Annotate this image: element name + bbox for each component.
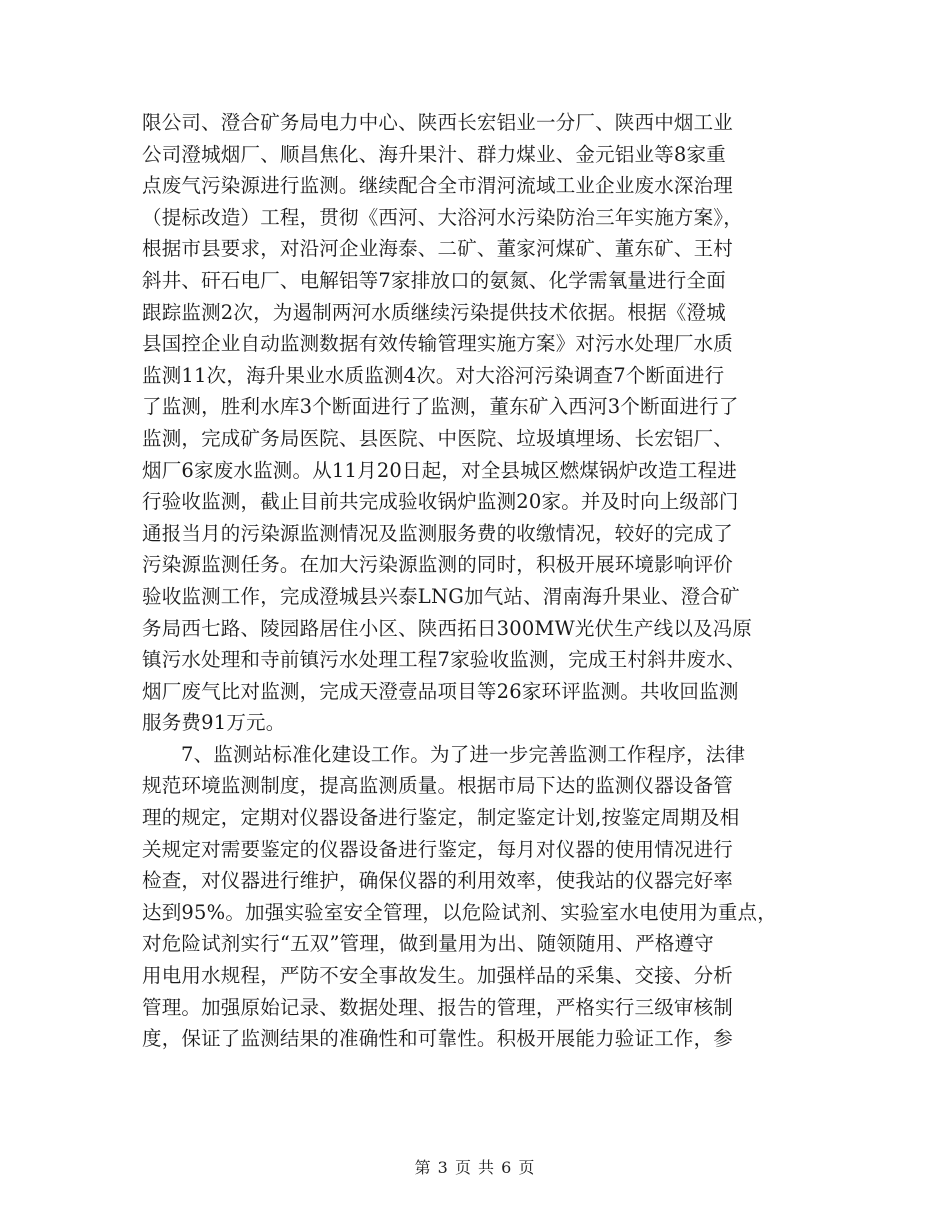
text-line: 验收监测工作，完成澄城县兴泰LNG加气站、渭南海升果业、澄合矿 (142, 584, 740, 608)
text-line: 管理。加强原始记录、数据处理、报告的管理，严格实行三级审核制 (142, 995, 734, 1019)
text-line: 关规定对需要鉴定的仪器设备进行鉴定，每月对仪器的使用情况进行 (142, 837, 734, 861)
text-line: 烟厂废气比对监测，完成天澄壹品项目等26家环评监测。共收回监测 (142, 679, 739, 703)
text-line: 度，保证了监测结果的准确性和可靠性。积极开展能力验证工作，参 (142, 1027, 734, 1051)
text-line: 监测，完成矿务局医院、县医院、中医院、垃圾填埋场、长宏铝厂、 (142, 426, 734, 450)
text-line: 了监测，胜利水库3个断面进行了监测，董东矿入西河3个断面进行了 (142, 395, 739, 419)
text-line: 限公司、澄合矿务局电力中心、陕西长宏铝业一分厂、陕西中烟工业 (142, 111, 734, 134)
text-line: 规范环境监测制度，提高监测质量。根据市局下达的监测仪器设备管 (142, 774, 734, 798)
text-line: 达到95%。加强实验室安全管理，以危险试剂、实验室水电使用为重点， (142, 900, 777, 924)
text-line: 用电用水规程，严防不安全事故发生。加强样品的采集、交接、分析 (142, 964, 734, 988)
text-line: 污染源监测任务。在加大污染源监测的同时，积极开展环境影响评价 (142, 553, 734, 577)
text-line: 对危险试剂实行“五双”管理，做到量用为出、随领随用、严格遵守 (142, 932, 714, 956)
text-line: 县国控企业自动监测数据有效传输管理实施方案》对污水处理厂水质 (142, 332, 734, 356)
text-line: 服务费91万元。 (142, 711, 286, 735)
text-line: 烟厂6家废水监测。从11月20日起，对全县城区燃煤锅炉改造工程进 (142, 458, 737, 482)
text-line: 务局西七路、陵园路居住小区、陕西拓日300MW光伏生产线以及冯原 (142, 616, 753, 640)
text-line: 行验收监测，截止目前共完成验收锅炉监测20家。并及时向上级部门 (142, 490, 739, 514)
paragraph-start-line: 7、监测站标准化建设工作。为了进一步完善监测工作程序，法律 (181, 742, 746, 766)
text-line: 理的规定，定期对仪器设备进行鉴定，制定鉴定计划,按鉴定周期及相 (142, 806, 740, 830)
text-line: 通报当月的污染源监测情况及监测服务费的收缴情况，较好的完成了 (142, 521, 734, 545)
text-line: 检查，对仪器进行维护，确保仪器的利用效率，使我站的仪器完好率 (142, 869, 734, 893)
text-line: 监测11次，海升果业水质监测4次。对大浴河污染调查7个断面进行 (142, 363, 725, 387)
text-line: 镇污水处理和寺前镇污水处理工程7家验收监测，完成王村斜井废水、 (142, 648, 746, 672)
body-text (142, 107, 822, 1055)
page-number-footer: 第 3 页 共 6 页 (414, 1158, 536, 1177)
text-line: 跟踪监测2次，为遏制两河水质继续污染提供技术依据。根据《澄城 (142, 300, 726, 324)
text-line: （提标改造）工程，贯彻《西河、大浴河水污染防治三年实施方案》， (142, 205, 743, 229)
text-line: 公司澄城烟厂、顺昌焦化、海升果汁、群力煤业、金元铝业等8家重 (142, 142, 726, 166)
text-line: 点废气污染源进行监测。继续配合全市渭河流域工业企业废水深治理 (142, 174, 734, 198)
text-line: 斜井、矸石电厂、电解铝等7家排放口的氨氮、化学需氧量进行全面 (142, 268, 726, 292)
text-line: 根据市县要求，对沿河企业海泰、二矿、董家河煤矿、董东矿、王村 (142, 237, 734, 261)
